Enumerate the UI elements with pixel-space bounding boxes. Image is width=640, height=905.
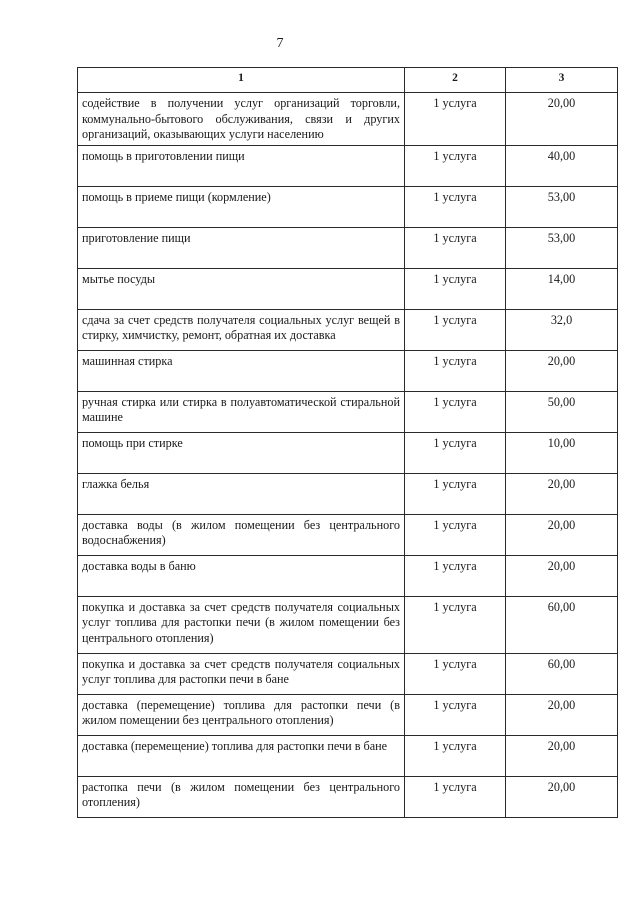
price-cell: 14,00 [506, 268, 618, 309]
price-cell: 20,00 [506, 694, 618, 735]
page-number [0, 36, 640, 52]
service-name-cell: содействие в получении услуг организаций торговли, коммунально-бытового обслуживания, связи и других организаций, оказывающих услуги населению [78, 93, 405, 146]
price-cell: 53,00 [506, 227, 618, 268]
unit-cell: 1 услуга [405, 473, 506, 514]
table-row [78, 93, 618, 146]
service-name-cell: помощь при стирке [78, 432, 405, 473]
column-header-3: 3 [506, 68, 618, 93]
unit-cell: 1 услуга [405, 432, 506, 473]
table-row [78, 514, 618, 555]
price-cell: 20,00 [506, 473, 618, 514]
column-header-2: 2 [405, 68, 506, 93]
price-cell: 60,00 [506, 596, 618, 653]
service-name-cell: глажка белья [78, 473, 405, 514]
service-name-cell: доставка (перемещение) топлива для растопки печи в бане [78, 735, 405, 776]
unit-cell: 1 услуга [405, 555, 506, 596]
service-name-cell: приготовление пищи [78, 227, 405, 268]
service-name-cell: доставка воды в баню [78, 555, 405, 596]
unit-cell: 1 услуга [405, 186, 506, 227]
unit-cell: 1 услуга [405, 776, 506, 817]
unit-cell: 1 услуга [405, 309, 506, 350]
unit-cell: 1 услуга [405, 653, 506, 694]
table-row [78, 432, 618, 473]
service-name-cell: растопка печи (в жилом помещении без центрального отопления) [78, 776, 405, 817]
table-row [78, 391, 618, 432]
table-row [78, 227, 618, 268]
table-header-row [78, 68, 618, 93]
service-name-cell: сдача за счет средств получателя социальных услуг вещей в стирку, химчистку, ремонт, обратная их доставка [78, 309, 405, 350]
price-cell: 20,00 [506, 776, 618, 817]
price-cell: 32,0 [506, 309, 618, 350]
service-name-cell: мытье посуды [78, 268, 405, 309]
service-name-cell: помощь в приеме пищи (кормление) [78, 186, 405, 227]
unit-cell: 1 услуга [405, 735, 506, 776]
table-row [78, 309, 618, 350]
unit-cell: 1 услуга [405, 350, 506, 391]
price-cell: 20,00 [506, 93, 618, 146]
unit-cell: 1 услуга [405, 145, 506, 186]
service-name-cell: ручная стирка или стирка в полуавтоматической стиральной машине [78, 391, 405, 432]
service-name-cell: покупка и доставка за счет средств получателя социальных услуг топлива для растопки печи (в жилом помещении без центрального отопления) [78, 596, 405, 653]
services-table [77, 67, 618, 818]
table-row [78, 596, 618, 653]
price-cell: 10,00 [506, 432, 618, 473]
table-row [78, 268, 618, 309]
table-row [78, 776, 618, 817]
service-name-cell: помощь в приготовлении пищи [78, 145, 405, 186]
price-cell: 20,00 [506, 350, 618, 391]
table-row [78, 555, 618, 596]
price-cell: 20,00 [506, 555, 618, 596]
unit-cell: 1 услуга [405, 93, 506, 146]
unit-cell: 1 услуга [405, 514, 506, 555]
unit-cell: 1 услуга [405, 227, 506, 268]
table-row [78, 186, 618, 227]
price-cell: 60,00 [506, 653, 618, 694]
unit-cell: 1 услуга [405, 391, 506, 432]
table-row [78, 653, 618, 694]
service-name-cell: машинная стирка [78, 350, 405, 391]
page-number-text: 7 [276, 36, 284, 51]
price-cell: 50,00 [506, 391, 618, 432]
price-cell: 53,00 [506, 186, 618, 227]
price-cell: 20,00 [506, 735, 618, 776]
unit-cell: 1 услуга [405, 268, 506, 309]
table-row [78, 145, 618, 186]
unit-cell: 1 услуга [405, 596, 506, 653]
service-name-cell: доставка (перемещение) топлива для растопки печи (в жилом помещении без центрального отопления) [78, 694, 405, 735]
column-header-1: 1 [78, 68, 405, 93]
price-cell: 20,00 [506, 514, 618, 555]
price-cell: 40,00 [506, 145, 618, 186]
service-name-cell: покупка и доставка за счет средств получателя социальных услуг топлива для растопки печи в бане [78, 653, 405, 694]
table-row [78, 473, 618, 514]
service-name-cell: доставка воды (в жилом помещении без центрального водоснабжения) [78, 514, 405, 555]
table-row [78, 350, 618, 391]
table-row [78, 735, 618, 776]
unit-cell: 1 услуга [405, 694, 506, 735]
table-row [78, 694, 618, 735]
